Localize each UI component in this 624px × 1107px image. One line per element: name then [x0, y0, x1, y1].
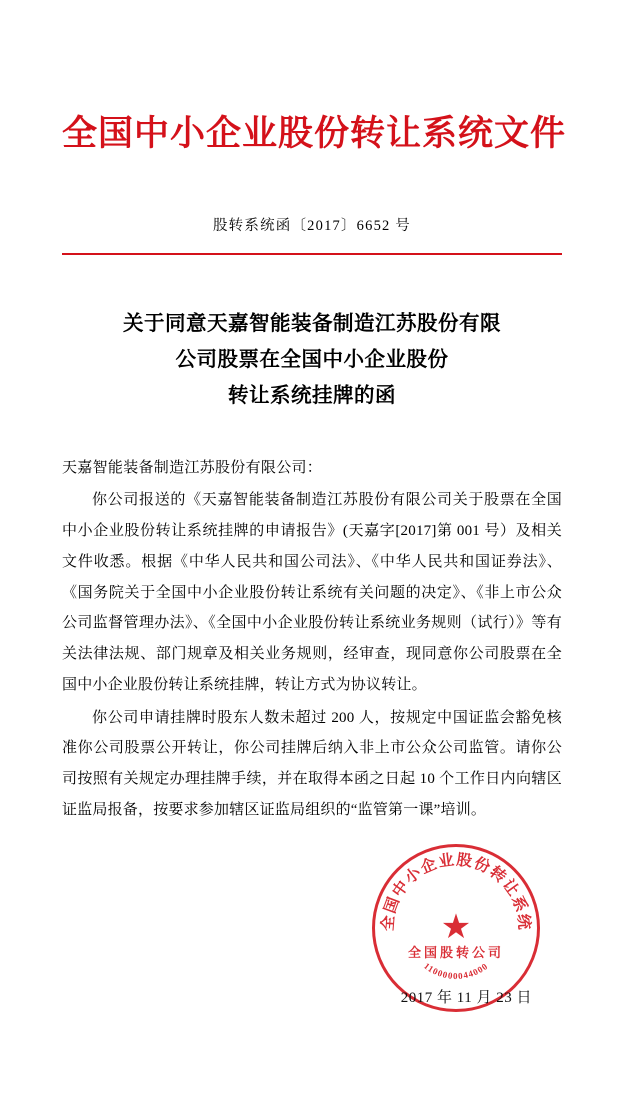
document-title-line-2: 公司股票在全国中小企业股份 [175, 348, 449, 371]
body-paragraph-2: 你公司申请挂牌时股东人数未超过 200 人，按规定中国证监会豁免核准你公司股票公开转让，你公司挂牌后纳入非上市公众公司监管。请你公司按照有关规定办理挂牌手续，并在取得本函之日起 10 个工作日内向辖区证监局报备，按要求参加辖区证监局组织的“监管第一课”培训。 [62, 709, 562, 818]
seal-star-icon: ★ [440, 909, 472, 946]
svg-text:全国中小企业股份转让系统: 全国中小企业股份转让系统 [379, 851, 533, 932]
masthead [62, 0, 567, 156]
document-date: 2017 年 11 月 23 日 [400, 990, 532, 1006]
seal-area [322, 844, 562, 1019]
svg-text:1100000044000: 1100000044000 [422, 960, 490, 982]
red-divider-rule [62, 253, 562, 255]
masthead-title: 全国中小企业股份转让系统文件 [62, 113, 567, 154]
document-body [62, 453, 562, 826]
document-title [62, 307, 562, 415]
salutation: 天嘉智能装备制造江苏股份有限公司： [62, 459, 323, 476]
document-title-line-3: 转让系统挂牌的函 [228, 384, 396, 407]
body-paragraph-1: 你公司报送的《天嘉智能装备制造江苏股份有限公司关于股票在全国中小企业股份转让系统挂牌的申请报告》(天嘉字[2017]第 001 号）及相关文件收悉。根据《中华人民共和国公司法》、《中华人民共和国证券法》、《国务院关于全国中小企业股份转让系统有关问题的决定》、《非上市公众公司监督管理办法》、《全国中小企业股份转让系统业务规则（试行）》等有关法律法规、部门规章及相关业务规则，经审查，现同意你公司股票在全国中小企业股份转让系统挂牌，转让方式为协议转让。 [62, 492, 562, 693]
seal-center-text: 全国股转公司 [407, 945, 505, 960]
document-title-line-1: 关于同意天嘉智能装备制造江苏股份有限 [123, 312, 501, 335]
document-number: 股转系统函〔2017〕6652 号 [212, 217, 412, 234]
